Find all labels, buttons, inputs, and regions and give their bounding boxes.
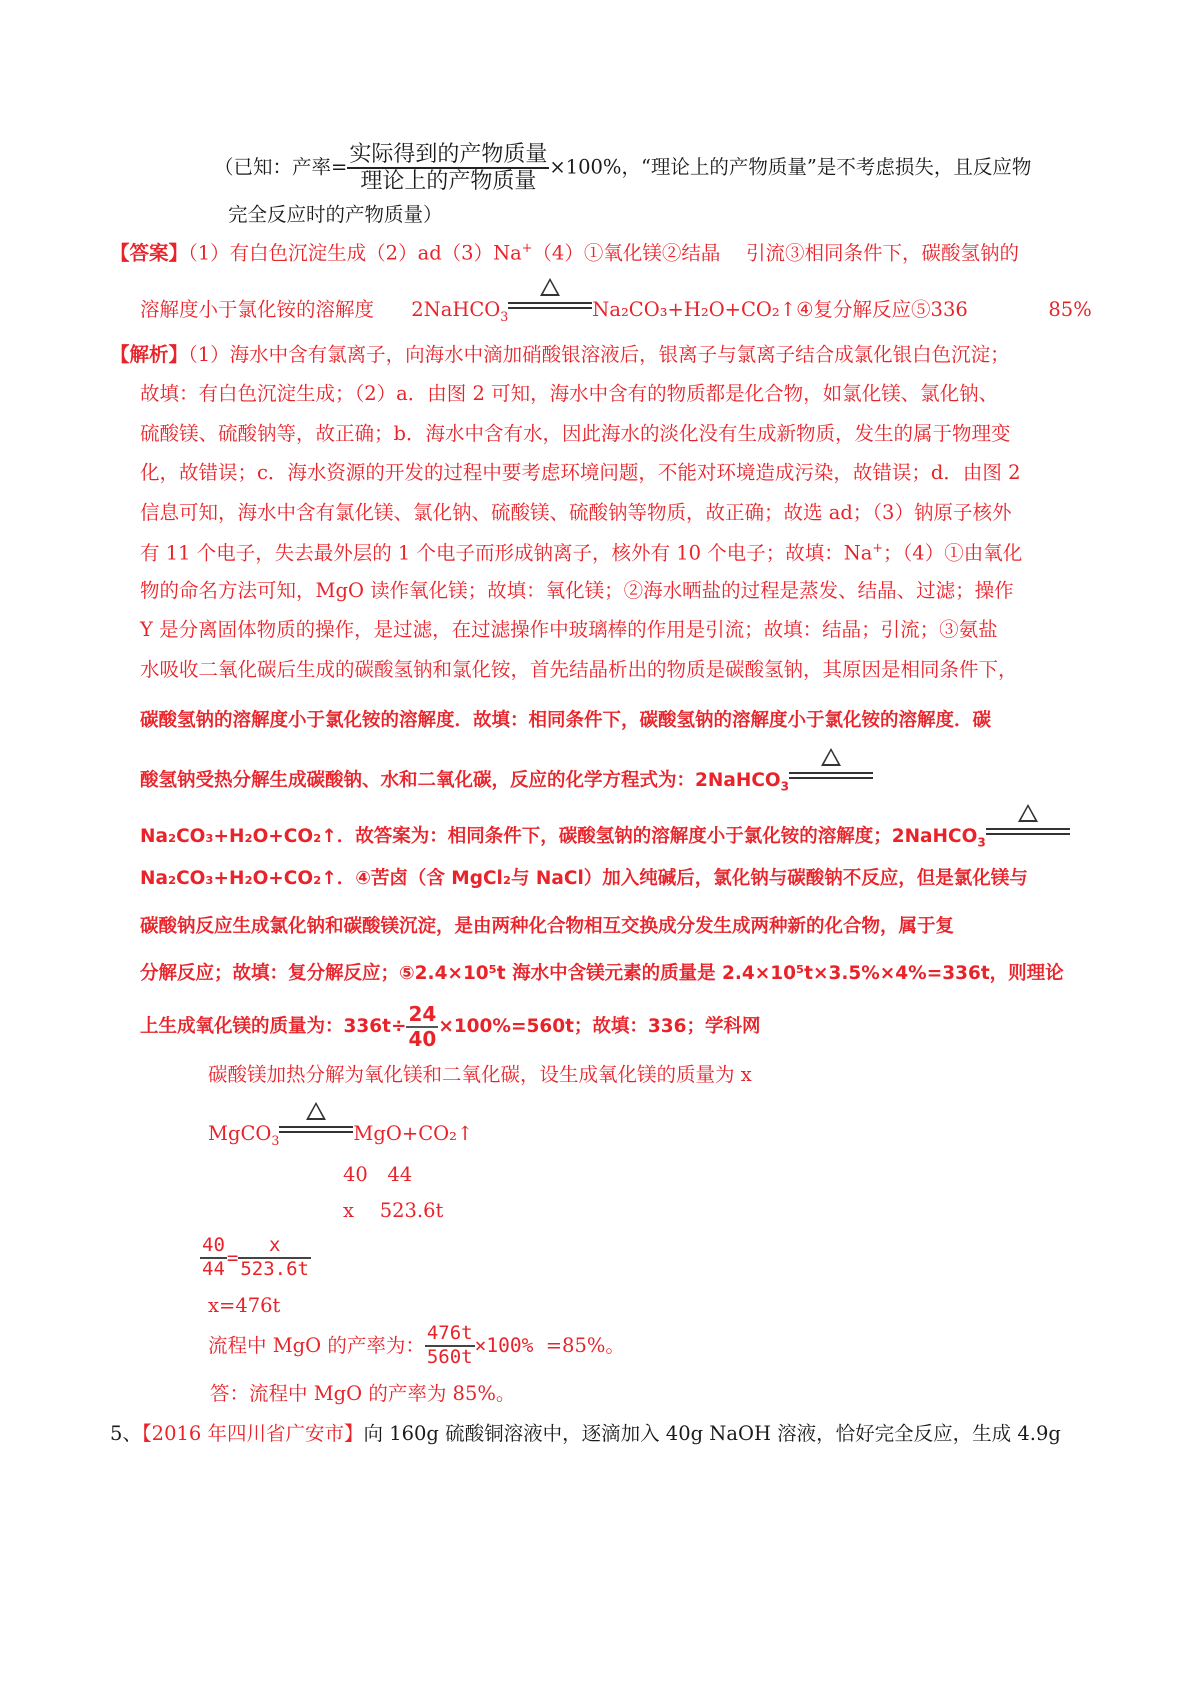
heat-symbol: [986, 820, 1070, 846]
analysis-line7: 物的命名方法可知，MgO 读作氧化镁；故填：氧化镁；②海水晒盐的过程是蒸发、结晶、过滤；操作: [140, 579, 1014, 602]
known-formula: （已知：产率= $\frac{\text{实际得到的产物质量}}{\text{理论上的产物质量}}$ ×100%，“理论上的产物质量”是不考虑损失，且反应物: [214, 142, 1032, 195]
analysis-line13: Na₂CO₃+H₂O+CO₂↑．④苦卤（含 MgCl₂与 NaCl）加入纯碱后，氯化钠与碳酸钠不反应，但是氯化镁与: [140, 868, 1028, 889]
calc-ratio-row1: 40 44: [343, 1163, 413, 1186]
analysis-line3: 硫酸镁、硫酸钠等，故正确；b．海水中含有水，因此海水的淡化没有生成新物质，发生的属于物理变: [140, 422, 1011, 445]
analysis-line16: 上生成氧化镁的质量为：336t÷ $\frac{24}{40}$ ×100%=560t；故填：336；学科网: [140, 1002, 761, 1051]
known-line2: 完全反应时的产物质量）: [228, 203, 443, 226]
analysis-line12: Na₂CO₃+H₂O+CO₂↑．故答案为：相同条件下，碳酸氢钠的溶解度小于氯化铵的溶解度；2NaHCO$_3$: [140, 820, 1070, 849]
analysis-line1: 【解析】（1）海水中含有氯离子，向海水中滴加硝酸银溶液后，银离子与氯离子结合成氯化银白色沉淀；: [110, 343, 1010, 366]
analysis-line14: 碳酸钠反应生成氯化钠和碳酸镁沉淀，是由两种化合物相互交换成分发生成两种新的化合物，属于复: [140, 916, 955, 937]
proportion-equation: $\frac{40}{44}$ = $\frac{x}{523.6t}$: [202, 1234, 309, 1280]
answer-line1: 【答案】（1）有白色沉淀生成（2）ad（3）Na+（4）①氧化镁②结晶 引流③相同条件下，碳酸氢钠的: [110, 240, 1020, 265]
calc-yield: 流程中 MgO 的产率为： $\frac{476t}{560t}$ ×100% =85%。: [208, 1322, 625, 1368]
calc-equation: MgCO$_3$ MgO+CO₂↑: [208, 1118, 473, 1148]
analysis-line10: 碳酸氢钠的溶解度小于氯化铵的溶解度．故填：相同条件下，碳酸氢钠的溶解度小于氯化铵的溶解度．碳: [140, 710, 992, 731]
calc-answer: 答：流程中 MgO 的产率为 85%。: [210, 1382, 516, 1405]
analysis-line4: 化，故错误；c．海水资源的开发的过程中要考虑环境问题，不能对环境造成污染，故错误；d．由图 2: [140, 461, 1021, 484]
analysis-line5: 信息可知，海水中含有氯化镁、氯化钠、硫酸镁、硫酸钠等物质，故正确；故选 ad；（3）钠原子核外: [140, 501, 1012, 524]
answer-line2: 溶解度小于氯化铵的溶解度 2NaHCO$_3$ Na₂CO₃+H₂O+CO₂↑④复分解反应⑤336 85%: [140, 294, 1092, 324]
analysis-line6: 有 11 个电子，失去最外层的 1 个电子而形成钠离子，核外有 10 个电子；故填：Na+；（4）①由氧化: [140, 540, 1023, 565]
analysis-line2: 故填：有白色沉淀生成；（2）a．由图 2 可知，海水中含有的物质都是化合物，如氯化镁、氯化钠、: [140, 382, 999, 405]
calc-result: x=476t: [208, 1294, 281, 1317]
question-5: 5、【2016 年四川省广安市】向 160g 硫酸铜溶液中，逐滴加入 40g NaOH 溶液，恰好完全反应，生成 4.9g: [110, 1422, 1061, 1445]
analysis-line15: 分解反应；故填：复分解反应；⑤2.4×10⁵t 海水中含镁元素的质量是 2.4×10⁵t×3.5%×4%=336t，则理论: [140, 963, 1064, 984]
yield-fraction: $\frac{\text{实际得到的产物质量}}{\text{理论上的产物质量}}$: [349, 142, 548, 195]
analysis-line9: 水吸收二氧化碳后生成的碳酸氢钠和氯化铵，首先结晶析出的物质是碳酸氢钠，其原因是相同条件下，: [140, 658, 1018, 681]
heat-symbol: [789, 764, 873, 790]
calc-ratio-row2: x 523.6t: [343, 1199, 444, 1222]
calc-intro: 碳酸镁加热分解为氧化镁和二氧化碳，设生成氧化镁的质量为 x: [208, 1063, 752, 1086]
analysis-line8: Y 是分离固体物质的操作，是过滤，在过滤操作中玻璃棒的作用是引流；故填：结晶；引流；③氨盐: [140, 618, 998, 641]
analysis-line11: 酸氢钠受热分解生成碳酸钠、水和二氧化碳，反应的化学方程式为：2NaHCO$_3$: [140, 764, 873, 793]
heat-symbol: [508, 294, 592, 320]
heat-symbol: [279, 1118, 353, 1144]
fraction-24-40: $\frac{24}{40}$: [408, 1002, 437, 1051]
